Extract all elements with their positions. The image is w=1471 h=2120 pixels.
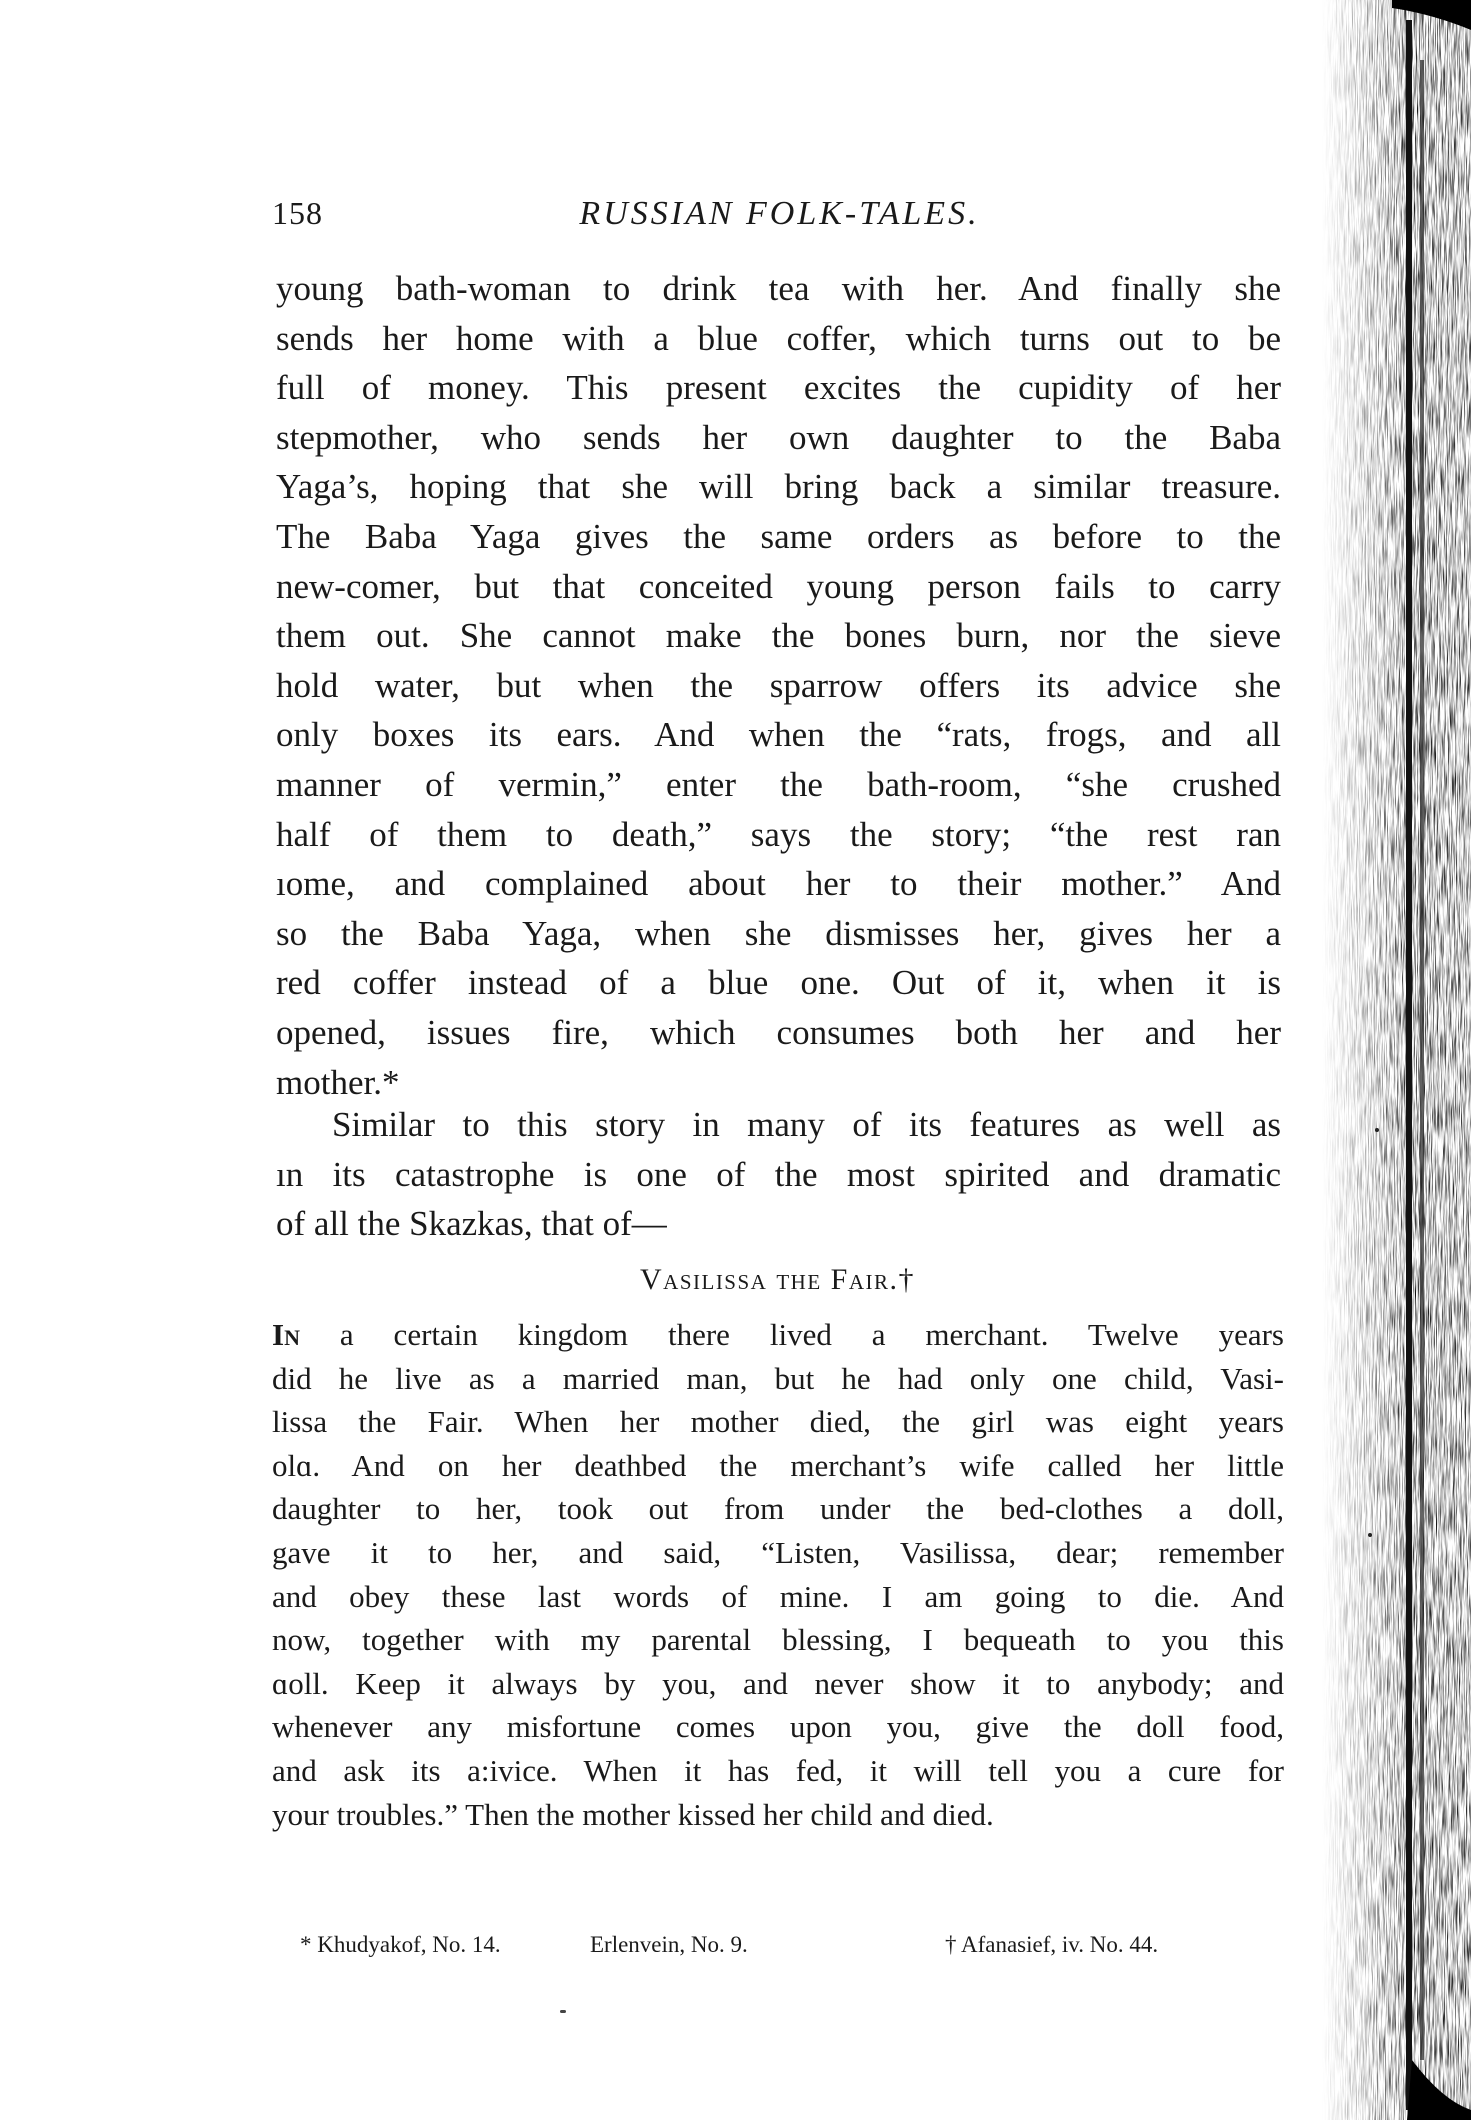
text-line: did he live as a married man, but he had only one child, Vasi-: [272, 1360, 1284, 1396]
text-line: now, together with my parental blessing, I bequeath to you this: [272, 1622, 1284, 1658]
text-line: stepmother, who sends her own daughter to the Baba: [276, 417, 1281, 457]
text-line: new-comer, but that conceited young person fails to carry: [276, 566, 1281, 606]
text-line: daughter to her, took out from under the bed-clothes a doll,: [272, 1491, 1284, 1527]
text-line: [272, 1313, 1284, 1357]
text-line: only boxes its ears. And when the “rats, frogs, and all: [276, 715, 1281, 755]
text-line: opened, issues fire, which consumes both her and her: [276, 1012, 1281, 1052]
text-line: sends her home with a blue coffer, which turns out to be: [276, 318, 1281, 358]
text-line: The Baba Yaga gives the same orders as before to the: [276, 516, 1281, 556]
footnote: Erlenvein, No. 9.: [590, 1932, 748, 1957]
text-line: gave it to her, and said, “Listen, Vasilissa, dear; remember: [272, 1534, 1284, 1570]
text-line: whenever any misfortune comes upon you, give the doll food,: [272, 1709, 1284, 1745]
text-line: ɑoll. Keep it always by you, and never show it to anybody; and: [272, 1665, 1284, 1701]
text-line: half of them to death,” says the story; “the rest ran: [276, 814, 1281, 854]
text-line: hold water, but when the sparrow offers its advice she: [276, 665, 1281, 705]
text-line: ın its catastrophe is one of the most spirited and dramatic: [276, 1154, 1281, 1194]
text-line: manner of vermin,” enter the bath-room, “she crushed: [276, 764, 1281, 804]
text-line: olɑ. And on her deathbed the merchant’s wife called her little: [272, 1447, 1284, 1483]
tale-title: Vasilissa the Fair.†: [639, 1263, 916, 1296]
text-line: so the Baba Yaga, when she dismisses her, gives her a: [276, 913, 1281, 953]
text-line: and obey these last words of mine. I am going to die. And: [272, 1578, 1284, 1614]
text-line: young bath-woman to drink tea with her. And finally she: [276, 269, 1281, 308]
text-line: of all the Skazkas, that of—: [276, 1204, 667, 1244]
footnote: † Afanasief, iv. No. 44.: [945, 1932, 1159, 1957]
tale-paragraph: [272, 1313, 1284, 1836]
text-line: your troubles.” Then the mother kissed her child and died.: [272, 1796, 994, 1832]
page-binding-edge: [1322, 0, 1471, 2120]
page-number: 158: [272, 195, 323, 231]
drop-cap: In: [272, 1317, 300, 1352]
text-line-rest: a certain kingdom there lived a merchant. Twelve years: [299, 1317, 1284, 1352]
text-line: full of money. This present excites the cupidity of her: [276, 368, 1281, 408]
body-paragraph: [276, 264, 1281, 1107]
text-line: them out. She cannot make the bones burn, nor the sieve: [276, 616, 1281, 656]
footnote: * Khudyakof, No. 14.: [300, 1932, 501, 1957]
text-line: red coffer instead of a blue one. Out of it, when it is: [276, 963, 1281, 1003]
footnotes: [300, 1932, 1240, 1972]
running-title: RUSSIAN FOLK-TALES.: [579, 195, 980, 232]
text-line: ıome, and complained about her to their mother.” And: [276, 864, 1281, 904]
text-line: and ask its a:ivice. When it has fed, it will tell you a cure for: [272, 1752, 1284, 1788]
text-line: mother.*: [276, 1062, 400, 1102]
text-line: lissa the Fair. When her mother died, the girl was eight years: [272, 1404, 1284, 1440]
intro-paragraph: [276, 1100, 1281, 1249]
ink-speck: [560, 2010, 566, 2013]
page-header: [272, 195, 1287, 245]
text-line: Similar to this story in many of its features as well as: [332, 1105, 1281, 1144]
text-line: Yaga’s, hoping that she will bring back a similar treasure.: [276, 467, 1281, 507]
